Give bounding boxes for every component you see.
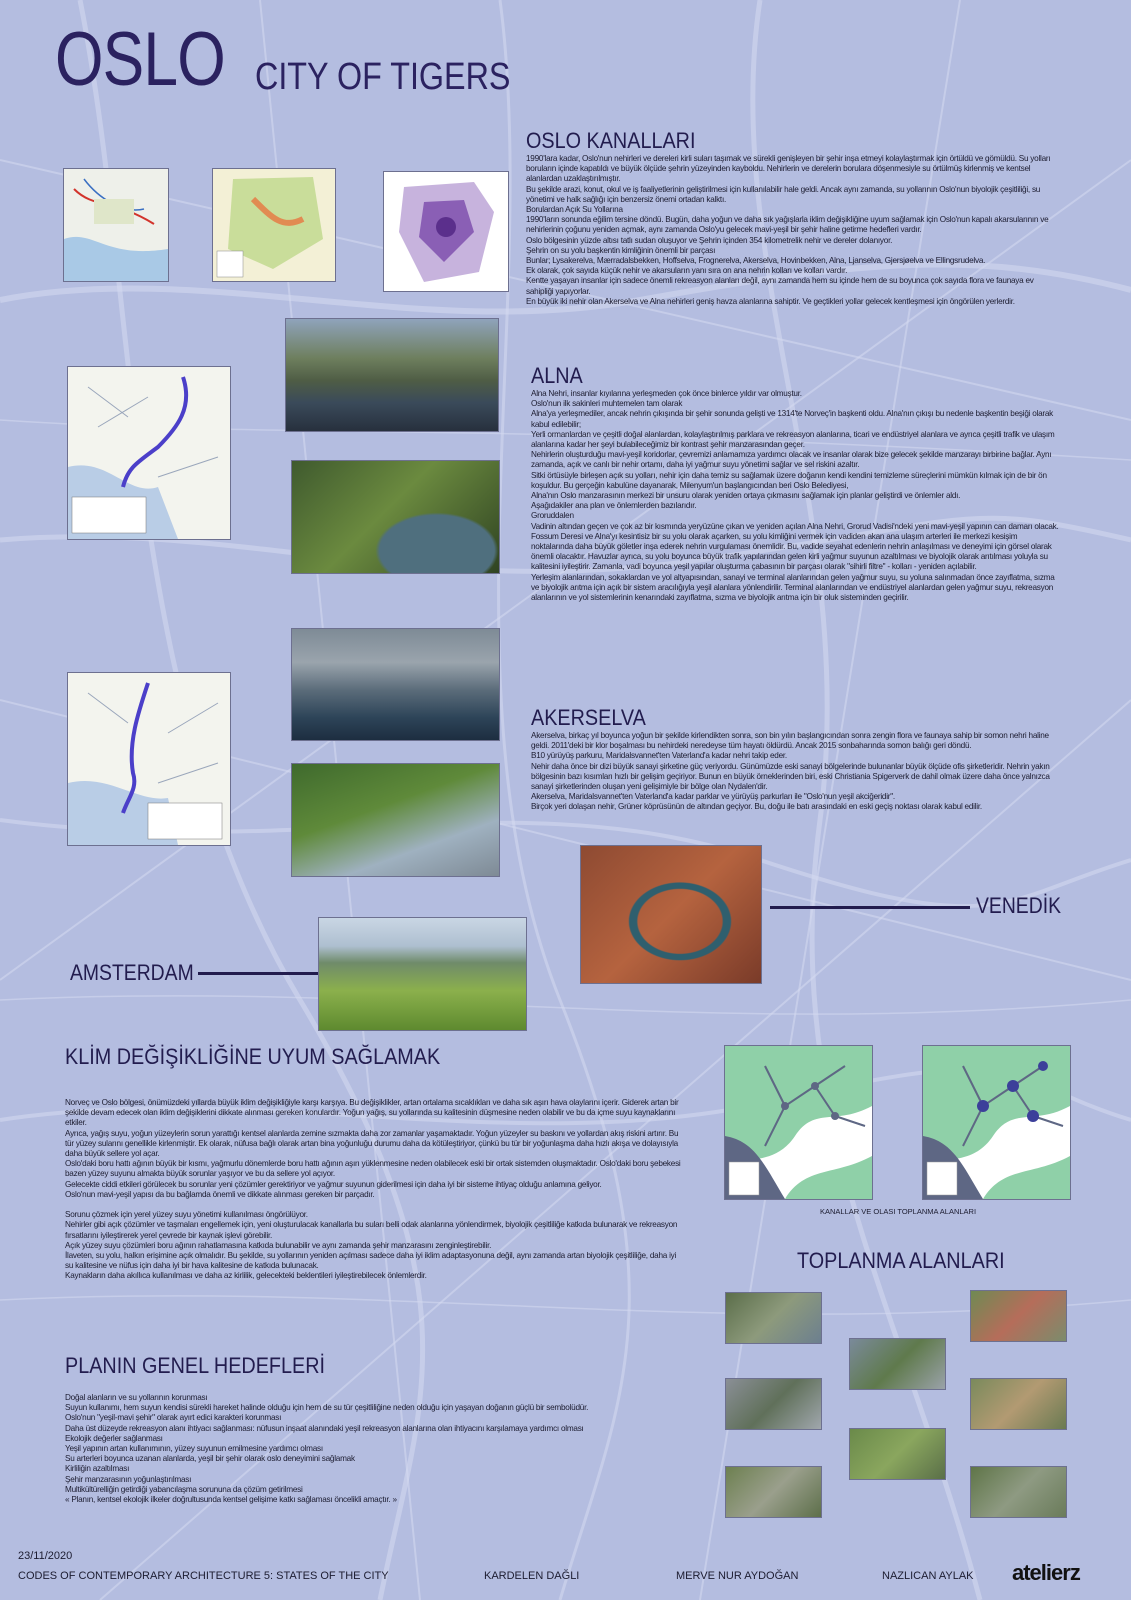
- alna-paragraph: Nehirlerin oluşturduğu mavi-yeşil koridorlar, çevremizi anlamamıza yardımcı olacak ve insanlar olarak bize gelecek şekilde manzarayı birbirine bağlar. Aynı zamanda, açık ve canlı bir nehir ortamı, daha iyi yağmur suyu yönetimi sağlar ve sel riskini azaltır.: [531, 450, 1052, 470]
- planin-item: Kirliliğin azaltılması: [65, 1464, 130, 1474]
- gathering-area-photo-2: [970, 1290, 1067, 1342]
- oslo-kanallari-heading: OSLO KANALLARI: [526, 128, 696, 153]
- gathering-area-photo-8: [970, 1466, 1067, 1518]
- alna-paragraph: Sitki örtüsüyle birleşen açık su yolları, nehir için daha temiz su sağlamak üzere doğanın kendi kendini temizleme süreçlerini mümkün kılmak için de bir ön koşuldur. Bu gerçeğin kabulüne dayanarak, Milenyum'un başlangıcından beri Oslo Belediyesi,: [531, 470, 1047, 490]
- planin-item: Şehir manzarasının yoğunlaştırılması: [65, 1474, 192, 1484]
- oslo-landuse-map: [212, 168, 336, 282]
- amsterdam-connector-line: [198, 972, 318, 975]
- planin-item: « Planın, kentsel ekolojik ilkeler doğrultusunda kentsel gelişime katkı sağlaması öncelikli amaçtır. »: [65, 1495, 397, 1505]
- planin-heading: PLANIN GENEL HEDEFLERİ: [65, 1353, 326, 1378]
- toplanma-heading: TOPLANMA ALANLARI: [797, 1248, 1005, 1273]
- aerial-photo-park: [291, 763, 500, 877]
- amsterdam-aerial-photo: [318, 917, 527, 1031]
- planin-item: Doğal alanların ve su yollarının korunması: [65, 1393, 208, 1402]
- klim-paragraph: Kaynakların daha akıllıca kullanılması ve daha az kirlilik, gelecekteki beklentileri iyileştirebilecek önlemlerdir.: [65, 1271, 427, 1281]
- klim-heading: KLİM DEĞİŞİKLİĞİNE UYUM SAĞLAMAK: [65, 1044, 441, 1069]
- klim-paragraph: Gelecekte ciddi etkileri görülecek bu sorunlar yeni çözümler gerektiriyor ve yağmur suyunun giderilmesi için daha iyi bir sisteme ihtiyaç olduğu anlamına geliyor.: [65, 1179, 602, 1189]
- oslo-kanallari-paragraph: En büyük iki nehir olan Akerselva ve Alna nehirleri geniş havza alanlarına sahiptir. Ve geçtikleri yollar gelecek kentleşmesi için öngörülen yerlerdir.: [526, 296, 1015, 306]
- oslo-kanallari-paragraph: Şehrin on su yolu başkentin kimliğinin önemli bir parçası: [526, 245, 716, 255]
- canals-diagram-2: [922, 1045, 1071, 1200]
- planin-item: Suyun kullanımı, hem suyun kendisi sürekli hareket halinde olduğu için hem de su tür çeşitliliğine neden olduğu için yaşayan doğanın güçlü bir sembolüdür.: [65, 1403, 589, 1413]
- planin-item: Yeşil yapının artan kullanımının, yüzey suyunun emilmesine yardımcı olması: [65, 1444, 323, 1454]
- aerial-photo-forest-lake: [291, 460, 500, 574]
- planin-list: [65, 1393, 685, 1505]
- aerial-photo-city-river: [285, 318, 499, 432]
- venice-label: VENEDİK: [976, 893, 1062, 918]
- alna-heading: ALNA: [531, 363, 583, 388]
- klim-text: [65, 1098, 685, 1282]
- klim-paragraph: Açık yüzey suyu çözümleri boru ağının rahatlamasına katkıda bulunabilir ve aynı zamanda şehir manzarasını zenginleştirebilir.: [65, 1240, 492, 1250]
- amsterdam-label: AMSTERDAM: [70, 960, 194, 985]
- oslo-kanallari-paragraph: Oslo bölgesinin yüzde altısı tatlı sudan oluşuyor ve Şehrin içinden 354 kilometrelik nehir ve dereler dolanıyor.: [526, 235, 893, 245]
- planin-item: Oslo'nun "yeşil-mavi şehir" olarak ayırt edici karakteri korunması: [65, 1413, 282, 1423]
- oslo-kanallari-paragraph: 1990'ların sonunda eğilim tersine döndü. Bugün, daha yoğun ve daha sık yağışlarla iklim değişikliğine uyum sağlamak için Oslo'nun kapalı akarsularının ve nehirlerinin çoğunu yeniden açmak, aynı zamanda Oslo'yu gelecek mavi-yeşil bir şehir haline getirme hedefleri vardır.: [526, 215, 1049, 235]
- planin-item: Multikültürelliğin getirdiği yabancılaşma sorununa da çözüm getirilmesi: [65, 1484, 303, 1494]
- klim-paragraph: [65, 1200, 685, 1210]
- oslo-kanallari-text: [526, 154, 1056, 307]
- footer-date: 23/11/2020: [18, 1550, 73, 1562]
- oslo-rivers-map: [63, 168, 169, 282]
- gathering-area-photo-5: [970, 1378, 1067, 1430]
- akerselva-heading: AKERSELVA: [531, 705, 646, 730]
- oslo-kanallari-paragraph: Borulardan Açık Su Yollarına: [526, 205, 623, 215]
- akerselva-paragraph: Akerselva, birkaç yıl boyunca yoğun bir şekilde kirlendikten sonra, son bin yılın başlangıcından sonra zengin flora ve faunaya sahip bir somon nehri haline geldi. 2011'deki bir klor boşalması bu nehirdeki neredeyse tüm hayatı öldürdü. Ancak 2015 sonbaharında somon balığı geri döndü.: [531, 731, 1049, 751]
- footer-course: CODES OF CONTEMPORARY ARCHITECTURE 5: STATES OF THE CITY: [18, 1570, 389, 1582]
- alna-text: [531, 389, 1061, 603]
- gathering-area-photo-6: [849, 1428, 946, 1480]
- atelierz-logo: atelierz: [1012, 1560, 1080, 1585]
- klim-paragraph: İlaveten, su yolu, halkın erişimine açık olmalıdır. Bu şekilde, su yollarının yeniden açılması sadece daha iyi iklim adaptasyonuna değil, aynı zamanda artan biyolojik çeşitliliğe, daha iyi su kalitesine ve nüfus için daha iyi bir hava kalitesine de katkıda bulunacak.: [65, 1251, 677, 1271]
- page-title: OSLO: [55, 17, 225, 102]
- alna-river-map: [67, 366, 231, 540]
- klim-paragraph: Ayrıca, yağış suyu, yoğun yüzeylerin sorun yarattığı kentsel alanlarda zemine sızmakta daha zor zamanlar yaşamaktadır. Yoğun yüzeyler su baskını ve yollardan akış riskini artırır. Bu tür yüzey sularını genellikle kirlenmiştir. Ek olarak, nüfusa bağlı olarak artan bina yoğunluğu durumu daha da kötüleştiriyor, çünkü bu tür bir yoğunlaşma daha hızlı akışa ve dolayısıyla daha büyük sellere yol açar.: [65, 1128, 679, 1159]
- klim-paragraph: Sorunu çözmek için yerel yüzey suyu yönetimi kullanılması öngörülüyor.: [65, 1210, 308, 1220]
- alna-paragraph: Yerli ormanlardan ve çeşitli doğal alanlardan, kolaylaştırılmış parklara ve rekreasyon alanlarına, ticari ve endüstriyel alanlara ve ayrıca çeşitli trafik ve ulaşım alanlarına kadar her şeyi bulabileceğimiz bir kontrast şehir manzarasından geçer.: [531, 429, 1055, 450]
- alna-paragraph: Oslo'nun ilk sakinleri muhtemelen tam olarak: [531, 399, 683, 409]
- oslo-kanallari-paragraph: Bunlar; Lysakerelva, Mærradalsbekken, Hoffselva, Frognerelva, Akerselva, Hovinbekken, Alna, Ljanselva, Gjersjøelva ve Ellingsrudelva.: [526, 256, 986, 266]
- akerselva-river-map: [67, 672, 231, 846]
- alna-paragraph: Alna Nehri, insanlar kıyılarına yerleşmeden çok önce binlerce yıldır var olmuştur.: [531, 389, 802, 398]
- akerselva-text: [531, 731, 1061, 813]
- alna-paragraph: Aşağıdakiler ana plan ve önlemlerden bazılarıdır.: [531, 501, 697, 511]
- klim-paragraph: Oslo'daki boru hattı ağının büyük bir kısmı, yağmurlu dönemlerde boru hattı ağının aşırı yüklenmesine neden olabilecek eski bir ortak sistemden oluşmaktadır. Oslo'daki boru şebekesi bazen yüzey suyunu almakta büyük sorunlar yaşıyor ve bu da sellere yol açıyor.: [65, 1159, 681, 1179]
- akerselva-paragraph: Nehir daha önce bir dizi büyük sanayi şirketine güç veriyordu. Günümüzde eski sanayi bölgelerinde bulunanlar büyük ölçüde ofis şirketleridir. Nehrin yakın bölgesinin bazı kısımları hızlı bir gelişim geçiriyor. Bunun en büyük örneklerinden biri, eski Christiania Spigerverk de dahil olmak üzere daha önce yalnızca sanayi şirketlerinden oluşan yeni gelişimiyle bir bölge olan Nydalen'dir.: [531, 761, 1050, 792]
- planin-item: Su arterleri boyunca uzanan alanlarda, yeşil bir şehir olarak oslo deneyimini sağlamak: [65, 1454, 355, 1464]
- gathering-area-photo-1: [725, 1292, 822, 1344]
- klim-paragraph: Oslo'nun mavi-yeşil yapısı da bu bağlamda önemli ve dikkate alınması gereken bir parçadır.: [65, 1189, 375, 1199]
- venice-aerial-photo: [580, 845, 762, 984]
- alna-paragraph: Vadinin altından geçen ve çok az bir kısmında yeryüzüne çıkan ve yeniden açılan Alna Nehri, Grorud Vadisi'ndeki yeni mavi-yeşil yapının can damarı olacak. Fossum Deresi ve Alna'yı kesintisiz bir su yolu olarak açarken, su yolu kimliğini vermek için vadiden akan ana ulaşım arterleri ile merkezi kesişim noktalarında daha büyük göletler inşa ederek nehrin vurgulaması önemlidir. Bu, vadide seyahat edenlerin nehrin anlaşılması ve deneyimi için görsel olarak önemli olacaktır. Havuzlar ayrıca, su yolu boyunca büyük trafik yapılarından gelen kirli yağmur suyunun azaltılması ve biyolojik olarak arıtılması yoluyla su kalitesini iyileştirir. Zamanla, vadi boyunca yeşil yapılar oluşturma çabasının bir parçası olarak "sihirli filtre" - kolları - yeniden açılabilir.: [531, 521, 1059, 572]
- gathering-area-photo-7: [725, 1466, 822, 1518]
- footer-author-3: NAZLICAN AYLAK: [882, 1570, 974, 1582]
- planin-item: Daha üst düzeyde rekreasyon alanı ihtiyacı sağlanması: nüfusun inşaat alanındaki yeşil rekreasyon alanlarına olan ihtiyacını karşılamaya yardımcı olması: [65, 1423, 584, 1433]
- akerselva-paragraph: Akerselva, Maridalsvannet'ten Vaterland'a kadar parklar ve yürüyüş parkurları ile "Oslo'nun yeşil akciğeridir".: [531, 792, 895, 802]
- alna-paragraph: Alna'nın Oslo manzarasının merkezi bir unsuru olarak yeniden ortaya çıkmasını sağlamak için planlar geliştirdi ve önlemler aldı.: [531, 491, 961, 501]
- klim-paragraph: Norveç ve Oslo bölgesi, önümüzdeki yıllarda büyük iklim değişikliğiyle karşı karşıya. Bu değişiklikler, artan ortalama sıcaklıkları ve daha sık aşırı hava olaylarını içerir. Giderek artan bir şekilde devam edecek olan iklim değişiklerini dikkate alınması gereken konulardır. Yoğun yağış, su yollarında su kalitesinin düşmesine neden olabilir ve bu da içme suyu kaynaklarını etkiler.: [65, 1098, 679, 1128]
- alna-paragraph: Groruddalen: [531, 511, 574, 521]
- akerselva-paragraph: Birçok yeri dolaşan nehir, Grüner köprüsünün de altından geçiyor. Bu, doğu ile batı arasındaki en eski geçiş noktası olarak kabul edilir.: [531, 802, 982, 812]
- canals-diagram-1: [724, 1045, 873, 1200]
- diagrams-caption: KANALLAR VE OLASI TOPLANMA ALANLARI: [820, 1207, 977, 1216]
- oslo-density-map: [383, 171, 509, 292]
- akerselva-paragraph: B10 yürüyüş parkuru, Maridalsvannet'ten Vaterland'a kadar nehri takip eder.: [531, 751, 787, 761]
- venice-connector-line: [770, 906, 970, 909]
- klim-paragraph: Nehirler gibi açık çözümler ve taşmaları engellemek için, yeni oluşturulacak kanallarla bu suları belli odak alanlarına yönlendirmek, biyolojik çeşitliliğe katkıda bulunarak ve rekreasyon fırsatlarını iyileştirerek yerel çevrede bir kaynak işlevi görebilir.: [65, 1220, 678, 1240]
- planin-item: Ekolojik değerler sağlanması: [65, 1433, 163, 1443]
- gathering-area-photo-3: [849, 1338, 946, 1390]
- alna-paragraph: Alna'ya yerleşmediler, ancak nehrin çıkışında bir şehir sonunda gelişti ve 1314'te Norveç'in başkenti oldu. Alna'nın çıkışı bu nedenle başkentin beşiği olarak kabul edilebilir;: [531, 409, 1054, 429]
- oslo-kanallari-paragraph: 1990'lara kadar, Oslo'nun nehirleri ve dereleri kirli suları taşımak ve sürekli genişleyen bir şehir inşa etmeyi kolaylaştırmak için örtüldü ve gömüldü. Su yolları boruların içinde kapatıldı ve büyük ölçüde şehrin yüzeyinden kayboldu. Nehirlerin ve derelerin borulara döşenmesiyle su örtülmüş kirlenmiş ve kentsel alanlardan uzaklaştırılmıştır.: [526, 154, 1051, 184]
- footer-author-1: KARDELEN DAĞLI: [484, 1570, 580, 1582]
- oslo-kanallari-paragraph: Kentte yaşayan insanlar için sadece önemli rekreasyon alanları değil, aynı zamanda hem su içinde hem de su boyunca çok sayıda flora ve faunaya ev sahipliği yapıyorlar.: [526, 276, 1034, 296]
- oslo-kanallari-paragraph: Bu şekilde arazi, konut, okul ve iş faaliyetlerinin geliştirilmesi için kullanılabilir hale geldi. Ancak aynı zamanda, su yollarının Oslo'nun biyolojik çeşitliliği, su yönetimi ve halk sağlığı için benzersiz önemi ortadan kalktı.: [526, 184, 1041, 204]
- aerial-photo-harbor: [291, 628, 500, 741]
- footer-author-2: MERVE NUR AYDOĞAN: [676, 1570, 799, 1582]
- page-subtitle: CITY OF TIGERS: [255, 56, 511, 98]
- gathering-area-photo-4: [725, 1378, 822, 1430]
- alna-paragraph: Yerleşim alanlarından, sokaklardan ve yol altyapısından, sanayi ve terminal alanlarından gelen yağmur suyu, su yoluna salınmadan önce zayıflatma, sızma ve biyolojik arıtma için açık bir sistem aracılığıyla yeşil alanlara yönlendirilir. Terminal alanlarından ve endüstriyel alanlardan gelen yağmur suyu, rekreasyon alanlarının ve yol sistemlerinin kenarındaki zayıflatma, sızma ve biyolojik arıtma için bir oluk sisteminden geçirilir.: [531, 572, 1055, 603]
- oslo-kanallari-paragraph: Ek olarak, çok sayıda küçük nehir ve akarsuların yanı sıra on ana nehrin kolları ve kolları vardır.: [526, 266, 848, 276]
